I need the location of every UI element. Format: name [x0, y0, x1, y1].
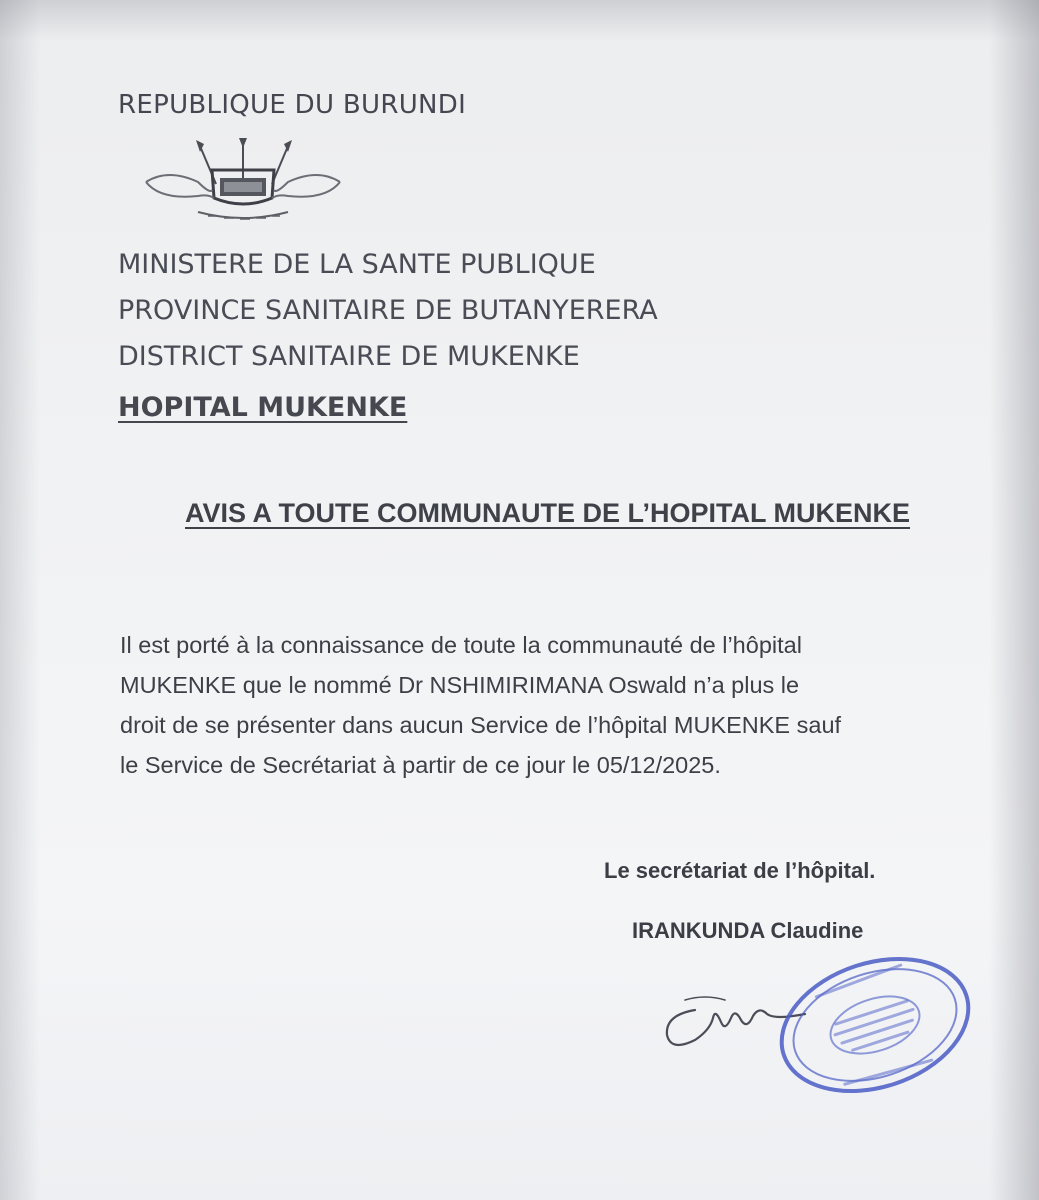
- notice-body-line-4: le Service de Secrétariat à partir de ce jour le 05/12/2025.: [120, 752, 721, 778]
- notice-title: AVIS A TOUTE COMMUNAUTE DE L’HOPITAL MUKENKE: [185, 498, 911, 528]
- notice-body-line-2: MUKENKE que le nommé Dr NSHIMIRIMANA Oswald n’a plus le: [120, 672, 800, 698]
- notice-body-line-3: droit de se présenter dans aucun Service de l’hôpital MUKENKE sauf: [120, 712, 842, 738]
- notice-body: [120, 625, 940, 785]
- official-stamp-icon: [768, 950, 983, 1100]
- notice-body-line-1: Il est porté à la connaissance de toute la communauté de l’hôpital: [120, 632, 802, 658]
- hospital-name: HOPITAL MUKENKE: [118, 392, 408, 423]
- paper-edge-shadow-left: [0, 0, 40, 1200]
- coat-of-arms-icon: [138, 138, 348, 228]
- province-line: PROVINCE SANITAIRE DE BUTANYERERA: [118, 295, 658, 326]
- republic-heading: REPUBLIQUE DU BURUNDI: [118, 90, 467, 120]
- secretariat-signoff: Le secrétariat de l’hôpital.: [604, 858, 876, 883]
- paper-edge-shadow-top: [0, 0, 1039, 40]
- paper-edge-shadow-right: [989, 0, 1039, 1200]
- ministry-line: MINISTERE DE LA SANTE PUBLIQUE: [118, 249, 596, 280]
- signer-name: IRANKUNDA Claudine: [632, 918, 864, 943]
- district-line: DISTRICT SANITAIRE DE MUKENKE: [118, 341, 580, 372]
- administrative-header: [118, 242, 658, 380]
